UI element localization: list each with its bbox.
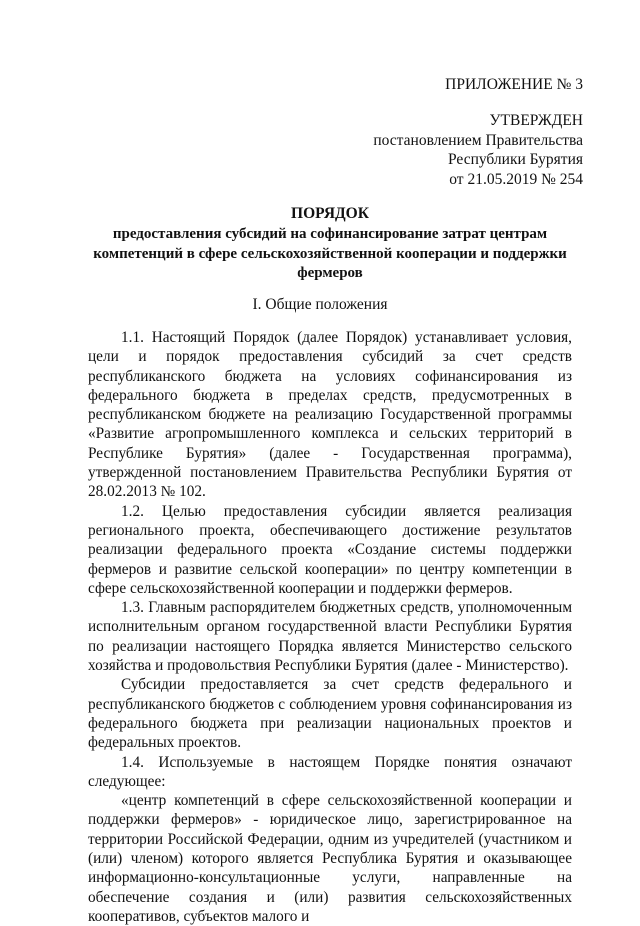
approved-by-line-1: постановлением Правительства	[373, 131, 583, 149]
section-heading: I. Общие положения	[252, 296, 388, 313]
paragraph-1-3: 1.3. Главным распорядителем бюджетных средств, уполномоченным исполнительным органом государственной власти Республики Бурятия по реализации настоящего Порядка является Министерство сельского хозяйства и продовольствия Республики Бурятия (далее - Министерство).	[88, 599, 572, 675]
appendix-label: ПРИЛОЖЕНИЕ № 3	[445, 76, 583, 93]
paragraph-definition: «центр компетенций в сфере сельскохозяйственной кооперации и поддержки фермеров» - юридическое лицо, зарегистрированное на территории Российской Федерации, одним из учредителей (участником и (или) членом) которого является Республика Бурятия и оказывающее информационно-консультационные услуги, направленные на обеспечение создания и (или) развития сельскохозяйственных кооперативов, субъектов малого и	[88, 792, 572, 925]
approved-label: УТВЕРЖДЕН	[489, 112, 583, 129]
approved-date: от 21.05.2019 № 254	[449, 170, 583, 188]
document-title: ПОРЯДОК	[291, 205, 369, 222]
document-subtitle: предоставления субсидий на софинансирование затрат центрам компетенций в сфере сельскохозяйственной кооперации и поддержки фермеров	[93, 226, 567, 281]
document-body	[88, 328, 572, 926]
paragraph-1-1: 1.1. Настоящий Порядок (далее Порядок) устанавливает условия, цели и порядок предоставления субсидий за счет средств республиканского бюджета на условиях софинансирования из федерального бюджета в пределах средств, предусмотренных в республиканском бюджете на реализацию Государственной программы «Развитие агропромышленного комплекса и сельских территорий в Республике Бурятия» (далее - Государственная программа), утвержденной постановлением Правительства Республики Бурятия от 28.02.2013 № 102.	[88, 329, 572, 501]
paragraph-1-2: 1.2. Целью предоставления субсидии является реализация регионального проекта, обеспечивающего достижение результатов реализации федерального проекта «Создание системы поддержки фермеров и развитие сельской кооперации» по центру компетенции в сфере сельскохозяйственной кооперации и поддержки фермеров.	[88, 502, 572, 597]
paragraph-1-4: 1.4. Используемые в настоящем Порядке понятия означают следующее:	[88, 753, 572, 790]
paragraph-subsidy: Субсидии предоставляется за счет средств федерального и республиканского бюджетов с соблюдением уровня софинансирования из федерального бюджета при реализации национальных проектов и федеральных проектов.	[88, 676, 572, 752]
approval-block	[373, 111, 583, 189]
approved-by-line-2: Республики Бурятия	[448, 151, 583, 168]
